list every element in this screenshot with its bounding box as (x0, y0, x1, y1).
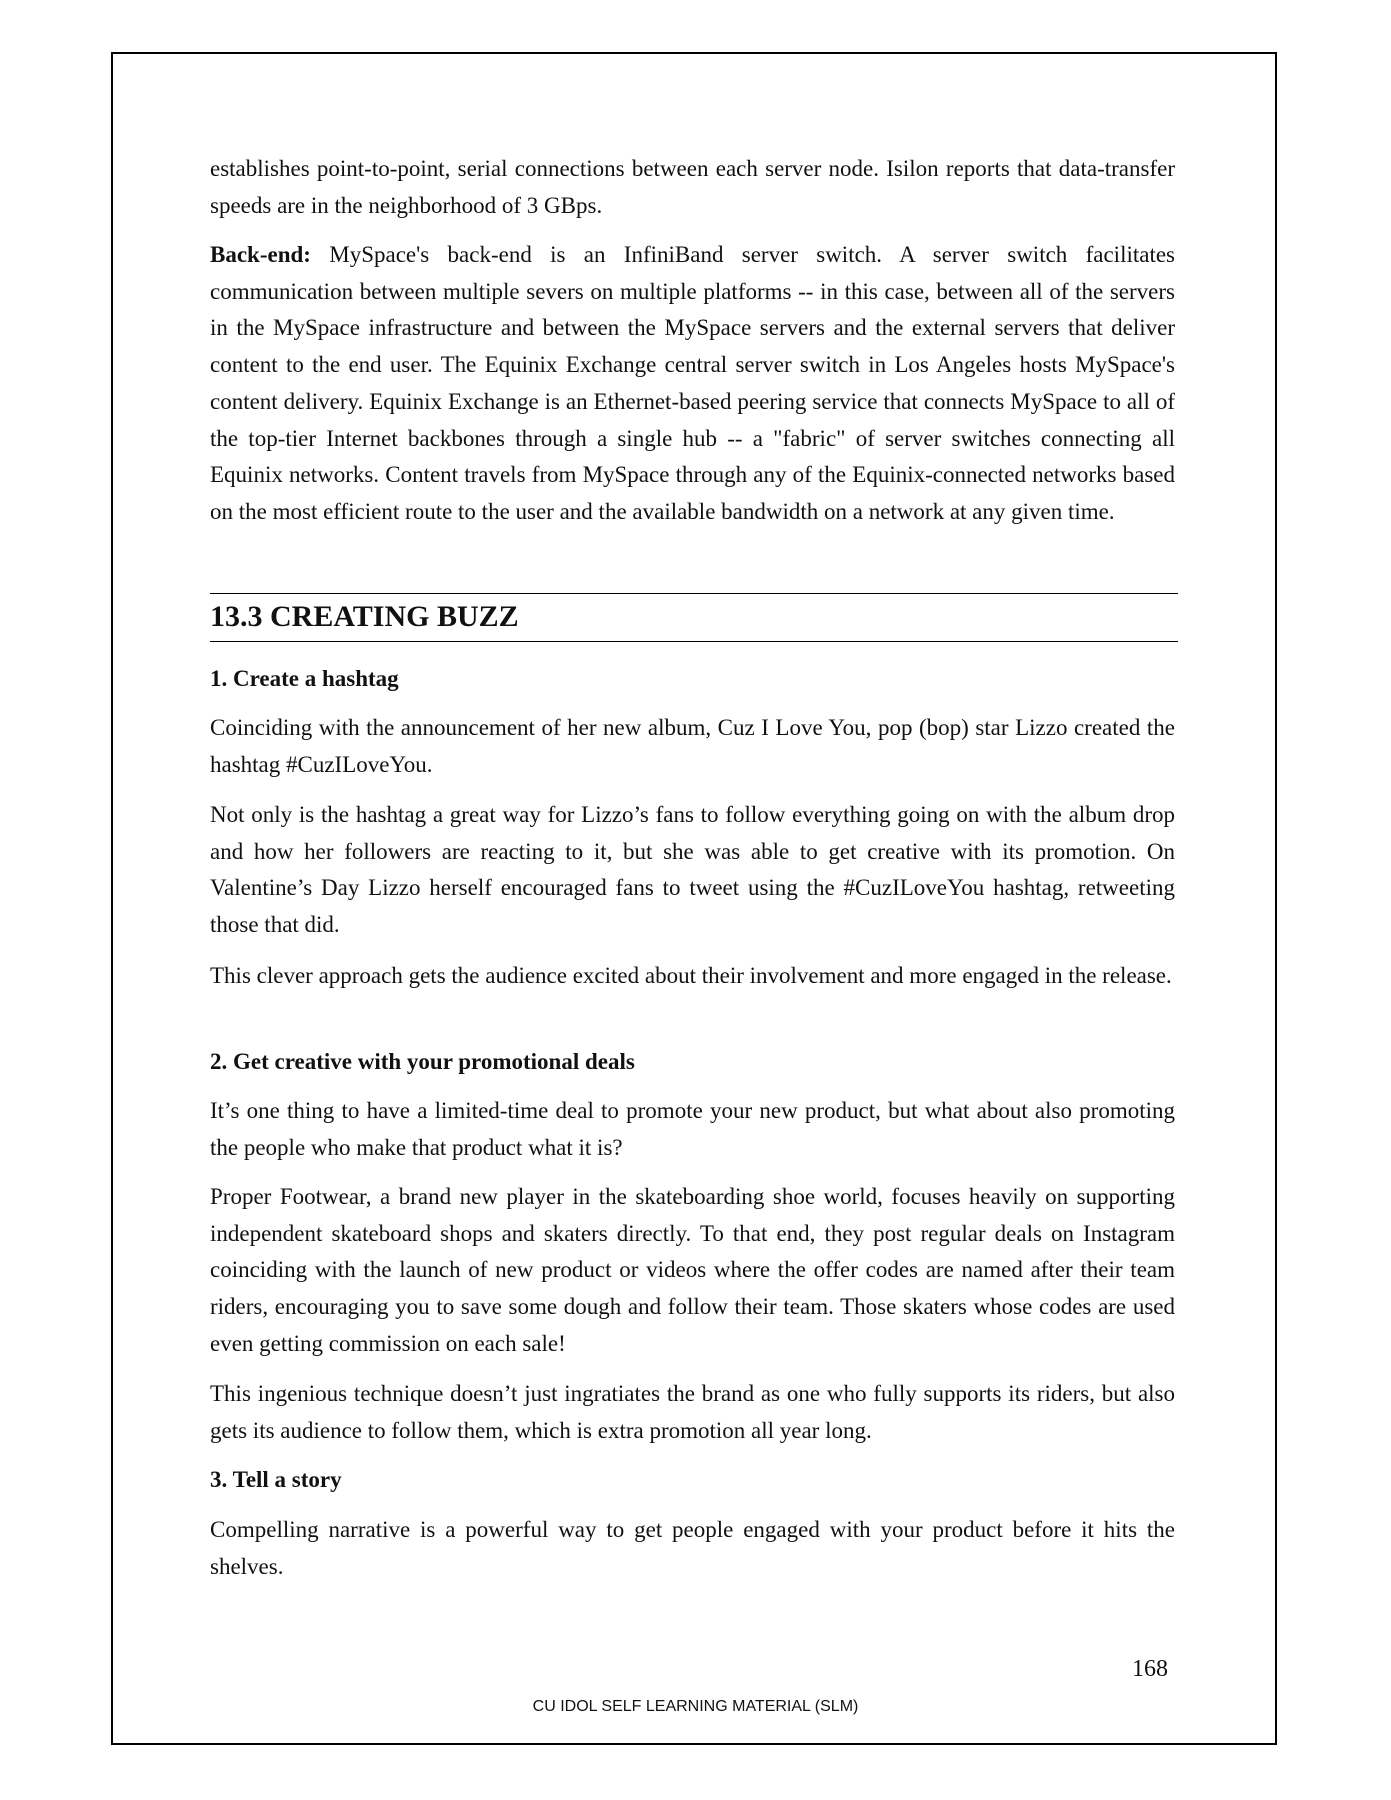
paragraph: Proper Footwear, a brand new player in the skateboarding shoe world, focuses heavily on supporting independent skateboard shops and skaters directly. To that end, they post regular deals on Instagram coinciding with the launch of new product or videos where the offer codes are named after their team riders, encouraging you to save some dough and follow their team. Those skaters whose codes are used even getting commission on each sale! (210, 1184, 1175, 1356)
paragraph-intro: establishes point-to-point, serial connections between each server node. Isilon reports that data-transfer speeds are in the neighborhood of 3 GBps. (210, 156, 1175, 218)
section-rule-top (210, 593, 1178, 594)
backend-label: Back-end: (210, 242, 311, 267)
page-number: 168 (1132, 1656, 1168, 1682)
paragraph: Not only is the hashtag a great way for Lizzo’s fans to follow everything going on with the album drop and how her followers are reacting to it, but she was able to get creative with its promotion. On Valentine’s Day Lizzo herself encouraged fans to tweet using the #CuzILoveYou hashtag, retweeting those that did. (210, 802, 1175, 938)
paragraph: Compelling narrative is a powerful way to get people engaged with your product before it hits the shelves. (210, 1517, 1175, 1579)
subheading-tell-story: 3. Tell a story (210, 1467, 342, 1492)
footer: CU IDOL SELF LEARNING MATERIAL (SLM) (532, 1698, 859, 1715)
paragraph-backend (210, 237, 1175, 531)
section-heading: 13.3 CREATING BUZZ (210, 600, 519, 633)
backend-text: MySpace's back-end is an InfiniBand server switch. A server switch facilitates communication between multiple severs on multiple platforms -- in this case, between all of the servers in the MySpace infrastructure and between the MySpace servers and the external servers that deliver content to the end user. The Equinix Exchange central server switch in Los Angeles hosts MySpace's content delivery. Equinix Exchange is an Ethernet-based peering service that connects MySpace to all of the top-tier Internet backbones through a single hub -- a "fabric" of server switches connecting all Equinix networks. Content travels from MySpace through any of the Equinix-connected networks based on the most efficient route to the user and the available bandwidth on a network at any given time. (210, 242, 1175, 524)
paragraph: This clever approach gets the audience excited about their involvement and more engaged in the release. (210, 963, 1172, 988)
section-rule-bottom (210, 641, 1178, 642)
paragraph: It’s one thing to have a limited-time deal to promote your new product, but what about also promoting the people who make that product what it is? (210, 1098, 1175, 1160)
subheading-promotional-deals: 2. Get creative with your promotional deals (210, 1049, 635, 1074)
paragraph: This ingenious technique doesn’t just ingratiates the brand as one who fully supports its riders, but also gets its audience to follow them, which is extra promotion all year long. (210, 1381, 1175, 1443)
subheading-hashtag: 1. Create a hashtag (210, 666, 399, 691)
paragraph: Coinciding with the announcement of her new album, Cuz I Love You, pop (bop) star Lizzo created the hashtag #CuzILoveYou. (210, 715, 1175, 777)
